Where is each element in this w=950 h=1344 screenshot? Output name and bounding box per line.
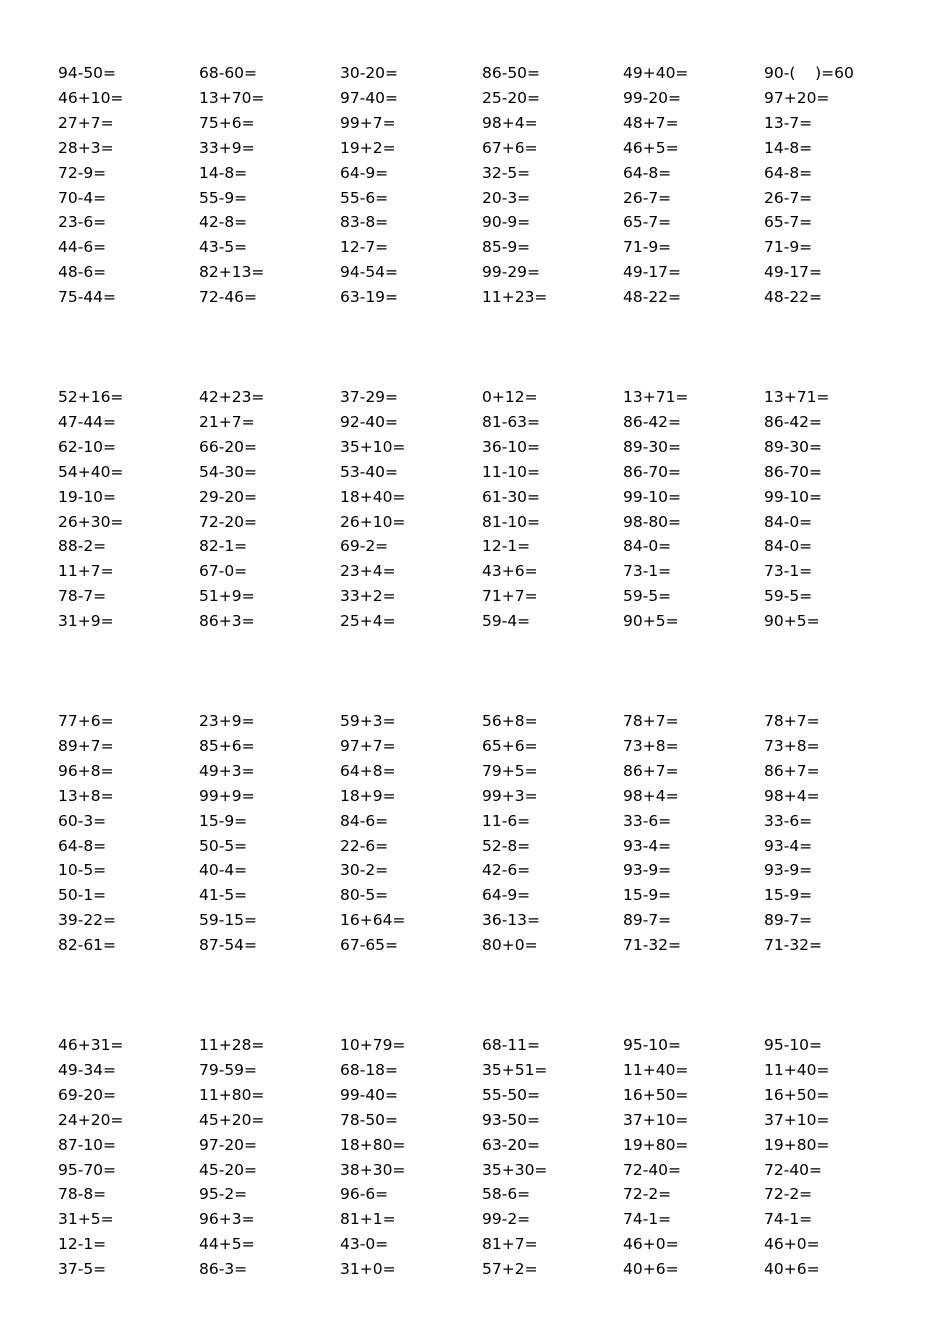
math-problem: 13+8= — [58, 787, 114, 805]
math-problem: 43-0= — [340, 1235, 389, 1253]
math-problem: 65-7= — [764, 213, 813, 231]
math-problem: 54+40= — [58, 463, 124, 481]
math-problem: 68-11= — [482, 1036, 541, 1054]
math-problem: 11+40= — [764, 1061, 830, 1079]
math-problem: 65+6= — [482, 737, 538, 755]
math-problem: 69-20= — [58, 1086, 117, 1104]
math-problem: 16+50= — [764, 1086, 830, 1104]
math-problem: 99-20= — [623, 89, 682, 107]
math-problem: 31+0= — [340, 1260, 396, 1278]
math-problem: 64-8= — [58, 837, 107, 855]
math-problem: 59-5= — [764, 587, 813, 605]
math-problem: 78-7= — [58, 587, 107, 605]
math-problem: 71-9= — [764, 238, 813, 256]
problem-row — [0, 534, 950, 559]
math-problem: 39-22= — [58, 911, 117, 929]
math-problem: 97+20= — [764, 89, 830, 107]
math-problem: 80+0= — [482, 936, 538, 954]
math-problem: 15-9= — [764, 886, 813, 904]
math-problem: 84-0= — [764, 513, 813, 531]
math-problem: 14-8= — [764, 139, 813, 157]
problem-row — [0, 235, 950, 260]
math-problem: 60-3= — [58, 812, 107, 830]
math-problem: 82-1= — [199, 537, 248, 555]
problem-row — [0, 61, 950, 86]
math-problem: 26-7= — [623, 189, 672, 207]
problem-row — [0, 809, 950, 834]
math-problem: 99-2= — [482, 1210, 531, 1228]
problem-row — [0, 111, 950, 136]
math-problem: 52+16= — [58, 388, 124, 406]
problem-row — [0, 883, 950, 908]
math-problem: 81+7= — [482, 1235, 538, 1253]
math-problem: 64-9= — [482, 886, 531, 904]
math-problem: 56+8= — [482, 712, 538, 730]
math-problem: 62-10= — [58, 438, 117, 456]
math-problem: 44-6= — [58, 238, 107, 256]
math-problem: 12-7= — [340, 238, 389, 256]
math-problem: 19+2= — [340, 139, 396, 157]
math-problem: 48-6= — [58, 263, 107, 281]
math-problem: 33+2= — [340, 587, 396, 605]
math-problem: 93-9= — [764, 861, 813, 879]
math-problem: 59+3= — [340, 712, 396, 730]
problem-row — [0, 136, 950, 161]
math-problem: 47-44= — [58, 413, 117, 431]
math-problem: 23+4= — [340, 562, 396, 580]
math-problem: 45-20= — [199, 1161, 258, 1179]
math-problem: 72-2= — [623, 1185, 672, 1203]
math-problem: 30-2= — [340, 861, 389, 879]
math-problem: 78-50= — [340, 1111, 399, 1129]
math-problem: 89-7= — [623, 911, 672, 929]
math-problem: 86+7= — [764, 762, 820, 780]
math-problem: 46+31= — [58, 1036, 124, 1054]
math-problem: 42-6= — [482, 861, 531, 879]
math-problem: 18+9= — [340, 787, 396, 805]
math-problem: 29-20= — [199, 488, 258, 506]
math-problem: 64-8= — [764, 164, 813, 182]
math-problem: 64+8= — [340, 762, 396, 780]
math-problem: 52-8= — [482, 837, 531, 855]
math-problem: 99-29= — [482, 263, 541, 281]
math-problem: 18+40= — [340, 488, 406, 506]
math-problem: 46+0= — [623, 1235, 679, 1253]
problem-row — [0, 933, 950, 958]
math-problem: 50-1= — [58, 886, 107, 904]
math-problem: 59-15= — [199, 911, 258, 929]
math-problem: 37-29= — [340, 388, 399, 406]
math-problem: 75+6= — [199, 114, 255, 132]
math-problem: 66-20= — [199, 438, 258, 456]
math-problem: 55-50= — [482, 1086, 541, 1104]
math-problem: 71+7= — [482, 587, 538, 605]
problem-row — [0, 759, 950, 784]
math-problem: 43-5= — [199, 238, 248, 256]
math-problem: 48-22= — [764, 288, 823, 306]
math-problem: 27+7= — [58, 114, 114, 132]
math-problem: 53-40= — [340, 463, 399, 481]
math-problem: 86+7= — [623, 762, 679, 780]
math-problem: 89-30= — [764, 438, 823, 456]
math-problem: 92-40= — [340, 413, 399, 431]
math-problem: 96+8= — [58, 762, 114, 780]
math-problem: 65-7= — [623, 213, 672, 231]
math-problem: 35+10= — [340, 438, 406, 456]
math-problem: 96-6= — [340, 1185, 389, 1203]
math-problem: 71-32= — [623, 936, 682, 954]
problem-row — [0, 609, 950, 634]
problem-row — [0, 485, 950, 510]
problem-row — [0, 584, 950, 609]
math-problem: 13+71= — [623, 388, 689, 406]
math-problem: 72-40= — [623, 1161, 682, 1179]
problem-row — [0, 410, 950, 435]
math-problem: 71-32= — [764, 936, 823, 954]
math-problem: 49+3= — [199, 762, 255, 780]
math-problem: 38+30= — [340, 1161, 406, 1179]
math-problem: 98+4= — [623, 787, 679, 805]
math-problem: 85-9= — [482, 238, 531, 256]
math-problem: 35+51= — [482, 1061, 548, 1079]
math-problem: 23-6= — [58, 213, 107, 231]
problem-section — [0, 385, 950, 634]
math-problem: 90-( )=60 — [764, 64, 854, 82]
math-problem: 26+30= — [58, 513, 124, 531]
problem-row — [0, 1232, 950, 1257]
math-problem: 89+7= — [58, 737, 114, 755]
math-problem: 86-50= — [482, 64, 541, 82]
math-problem: 50-5= — [199, 837, 248, 855]
math-problem: 46+10= — [58, 89, 124, 107]
math-problem: 11+80= — [199, 1086, 265, 1104]
math-problem: 85+6= — [199, 737, 255, 755]
problem-row — [0, 210, 950, 235]
math-problem: 12-1= — [482, 537, 531, 555]
math-problem: 61-30= — [482, 488, 541, 506]
math-problem: 81-63= — [482, 413, 541, 431]
math-problem: 25+4= — [340, 612, 396, 630]
math-problem: 77+6= — [58, 712, 114, 730]
problem-section — [0, 709, 950, 958]
math-problem: 99+3= — [482, 787, 538, 805]
math-problem: 55-6= — [340, 189, 389, 207]
math-problem: 78+7= — [623, 712, 679, 730]
math-problem: 11-10= — [482, 463, 541, 481]
math-problem: 43+6= — [482, 562, 538, 580]
math-problem: 0+12= — [482, 388, 538, 406]
math-problem: 73-1= — [623, 562, 672, 580]
math-problem: 84-0= — [764, 537, 813, 555]
problem-row — [0, 435, 950, 460]
math-problem: 54-30= — [199, 463, 258, 481]
math-problem: 49-17= — [764, 263, 823, 281]
math-problem: 99-40= — [340, 1086, 399, 1104]
math-problem: 15-9= — [199, 812, 248, 830]
math-problem: 81-10= — [482, 513, 541, 531]
math-problem: 41-5= — [199, 886, 248, 904]
math-problem: 42+23= — [199, 388, 265, 406]
problem-row — [0, 908, 950, 933]
math-problem: 24+20= — [58, 1111, 124, 1129]
problem-row — [0, 1033, 950, 1058]
math-problem: 93-4= — [764, 837, 813, 855]
math-problem: 83-8= — [340, 213, 389, 231]
problem-row — [0, 161, 950, 186]
problem-row — [0, 510, 950, 535]
problem-row — [0, 1182, 950, 1207]
problem-row — [0, 385, 950, 410]
math-problem: 35+30= — [482, 1161, 548, 1179]
math-problem: 73+8= — [623, 737, 679, 755]
problem-row — [0, 858, 950, 883]
math-problem: 16+64= — [340, 911, 406, 929]
math-problem: 98-80= — [623, 513, 682, 531]
math-problem: 21+7= — [199, 413, 255, 431]
problem-row — [0, 86, 950, 111]
math-problem: 70-4= — [58, 189, 107, 207]
math-problem: 15-9= — [623, 886, 672, 904]
math-problem: 19-10= — [58, 488, 117, 506]
math-problem: 37+10= — [764, 1111, 830, 1129]
math-problem: 40+6= — [764, 1260, 820, 1278]
problem-row — [0, 260, 950, 285]
math-problem: 10+79= — [340, 1036, 406, 1054]
math-problem: 33+9= — [199, 139, 255, 157]
math-problem: 55-9= — [199, 189, 248, 207]
math-problem: 11-6= — [482, 812, 531, 830]
math-problem: 90-9= — [482, 213, 531, 231]
math-problem: 72-46= — [199, 288, 258, 306]
math-problem: 28+3= — [58, 139, 114, 157]
problem-row — [0, 709, 950, 734]
math-problem: 89-30= — [623, 438, 682, 456]
math-problem: 82+13= — [199, 263, 265, 281]
math-problem: 95-70= — [58, 1161, 117, 1179]
math-problem: 90+5= — [623, 612, 679, 630]
math-problem: 67-0= — [199, 562, 248, 580]
math-problem: 64-9= — [340, 164, 389, 182]
math-problem: 36-13= — [482, 911, 541, 929]
problem-row — [0, 1158, 950, 1183]
math-problem: 72-2= — [764, 1185, 813, 1203]
math-problem: 72-20= — [199, 513, 258, 531]
math-problem: 13-7= — [764, 114, 813, 132]
problem-row — [0, 285, 950, 310]
math-problem: 31+9= — [58, 612, 114, 630]
math-problem: 72-9= — [58, 164, 107, 182]
math-problem: 12-1= — [58, 1235, 107, 1253]
math-problem: 86-70= — [623, 463, 682, 481]
math-problem: 79+5= — [482, 762, 538, 780]
problem-row — [0, 1108, 950, 1133]
math-problem: 78+7= — [764, 712, 820, 730]
math-problem: 95-10= — [623, 1036, 682, 1054]
math-problem: 51+9= — [199, 587, 255, 605]
math-problem: 95-10= — [764, 1036, 823, 1054]
math-problem: 67-65= — [340, 936, 399, 954]
math-problem: 99+7= — [340, 114, 396, 132]
math-problem: 13+70= — [199, 89, 265, 107]
math-problem: 46+5= — [623, 139, 679, 157]
problem-row — [0, 1207, 950, 1232]
math-problem: 31+5= — [58, 1210, 114, 1228]
math-problem: 63-20= — [482, 1136, 541, 1154]
math-problem: 14-8= — [199, 164, 248, 182]
math-problem: 11+40= — [623, 1061, 689, 1079]
math-problem: 20-3= — [482, 189, 531, 207]
math-problem: 42-8= — [199, 213, 248, 231]
math-problem: 87-54= — [199, 936, 258, 954]
problem-row — [0, 460, 950, 485]
math-problem: 59-4= — [482, 612, 531, 630]
math-problem: 97-40= — [340, 89, 399, 107]
problem-section — [0, 61, 950, 310]
problem-row — [0, 834, 950, 859]
math-problem: 18+80= — [340, 1136, 406, 1154]
math-problem: 86-42= — [623, 413, 682, 431]
math-problem: 33-6= — [764, 812, 813, 830]
math-problem: 93-50= — [482, 1111, 541, 1129]
math-problem: 32-5= — [482, 164, 531, 182]
math-problem: 99-10= — [764, 488, 823, 506]
math-problem: 79-59= — [199, 1061, 258, 1079]
math-problem: 98+4= — [482, 114, 538, 132]
math-problem: 58-6= — [482, 1185, 531, 1203]
math-problem: 86-42= — [764, 413, 823, 431]
math-problem: 90+5= — [764, 612, 820, 630]
math-problem: 86+3= — [199, 612, 255, 630]
math-problem: 49-34= — [58, 1061, 117, 1079]
math-problem: 13+71= — [764, 388, 830, 406]
math-problem: 10-5= — [58, 861, 107, 879]
math-problem: 48-22= — [623, 288, 682, 306]
math-problem: 80-5= — [340, 886, 389, 904]
math-problem: 40+6= — [623, 1260, 679, 1278]
math-problem: 95-2= — [199, 1185, 248, 1203]
problem-row — [0, 1257, 950, 1282]
math-problem: 44+5= — [199, 1235, 255, 1253]
math-problem: 30-20= — [340, 64, 399, 82]
math-problem: 19+80= — [764, 1136, 830, 1154]
math-problem: 16+50= — [623, 1086, 689, 1104]
math-problem: 87-10= — [58, 1136, 117, 1154]
math-problem: 88-2= — [58, 537, 107, 555]
math-problem: 86-3= — [199, 1260, 248, 1278]
math-problem: 73-1= — [764, 562, 813, 580]
math-problem: 82-61= — [58, 936, 117, 954]
math-problem: 37-5= — [58, 1260, 107, 1278]
math-problem: 93-9= — [623, 861, 672, 879]
math-problem: 96+3= — [199, 1210, 255, 1228]
math-problem: 94-54= — [340, 263, 399, 281]
math-problem: 68-60= — [199, 64, 258, 82]
problem-row — [0, 784, 950, 809]
problem-section — [0, 1033, 950, 1282]
math-problem: 86-70= — [764, 463, 823, 481]
math-problem: 71-9= — [623, 238, 672, 256]
math-problem: 25-20= — [482, 89, 541, 107]
math-problem: 11+28= — [199, 1036, 265, 1054]
math-problem: 75-44= — [58, 288, 117, 306]
math-problem: 26-7= — [764, 189, 813, 207]
math-problem: 64-8= — [623, 164, 672, 182]
math-problem: 97-20= — [199, 1136, 258, 1154]
math-problem: 46+0= — [764, 1235, 820, 1253]
math-problem: 73+8= — [764, 737, 820, 755]
problem-row — [0, 1083, 950, 1108]
math-problem: 11+7= — [58, 562, 114, 580]
math-problem: 37+10= — [623, 1111, 689, 1129]
math-problem: 36-10= — [482, 438, 541, 456]
math-problem: 94-50= — [58, 64, 117, 82]
math-problem: 22-6= — [340, 837, 389, 855]
math-problem: 49-17= — [623, 263, 682, 281]
math-problem: 74-1= — [764, 1210, 813, 1228]
math-problem: 26+10= — [340, 513, 406, 531]
math-problem: 59-5= — [623, 587, 672, 605]
math-problem: 99-10= — [623, 488, 682, 506]
math-problem: 78-8= — [58, 1185, 107, 1203]
math-problem: 23+9= — [199, 712, 255, 730]
problem-row — [0, 734, 950, 759]
problem-row — [0, 559, 950, 584]
math-problem: 63-19= — [340, 288, 399, 306]
math-problem: 40-4= — [199, 861, 248, 879]
math-problem: 84-0= — [623, 537, 672, 555]
math-problem: 69-2= — [340, 537, 389, 555]
math-problem: 57+2= — [482, 1260, 538, 1278]
problem-row — [0, 1133, 950, 1158]
math-problem: 72-40= — [764, 1161, 823, 1179]
math-problem: 99+9= — [199, 787, 255, 805]
math-problem: 89-7= — [764, 911, 813, 929]
math-problem: 67+6= — [482, 139, 538, 157]
math-problem: 49+40= — [623, 64, 689, 82]
math-problem: 11+23= — [482, 288, 548, 306]
math-problem: 84-6= — [340, 812, 389, 830]
math-problem: 33-6= — [623, 812, 672, 830]
math-problem: 19+80= — [623, 1136, 689, 1154]
math-problem: 81+1= — [340, 1210, 396, 1228]
math-problem: 98+4= — [764, 787, 820, 805]
math-problem: 48+7= — [623, 114, 679, 132]
math-problem: 74-1= — [623, 1210, 672, 1228]
math-problem: 97+7= — [340, 737, 396, 755]
math-problem: 45+20= — [199, 1111, 265, 1129]
math-problem: 68-18= — [340, 1061, 399, 1079]
problem-row — [0, 186, 950, 211]
problem-row — [0, 1058, 950, 1083]
math-problem: 93-4= — [623, 837, 672, 855]
